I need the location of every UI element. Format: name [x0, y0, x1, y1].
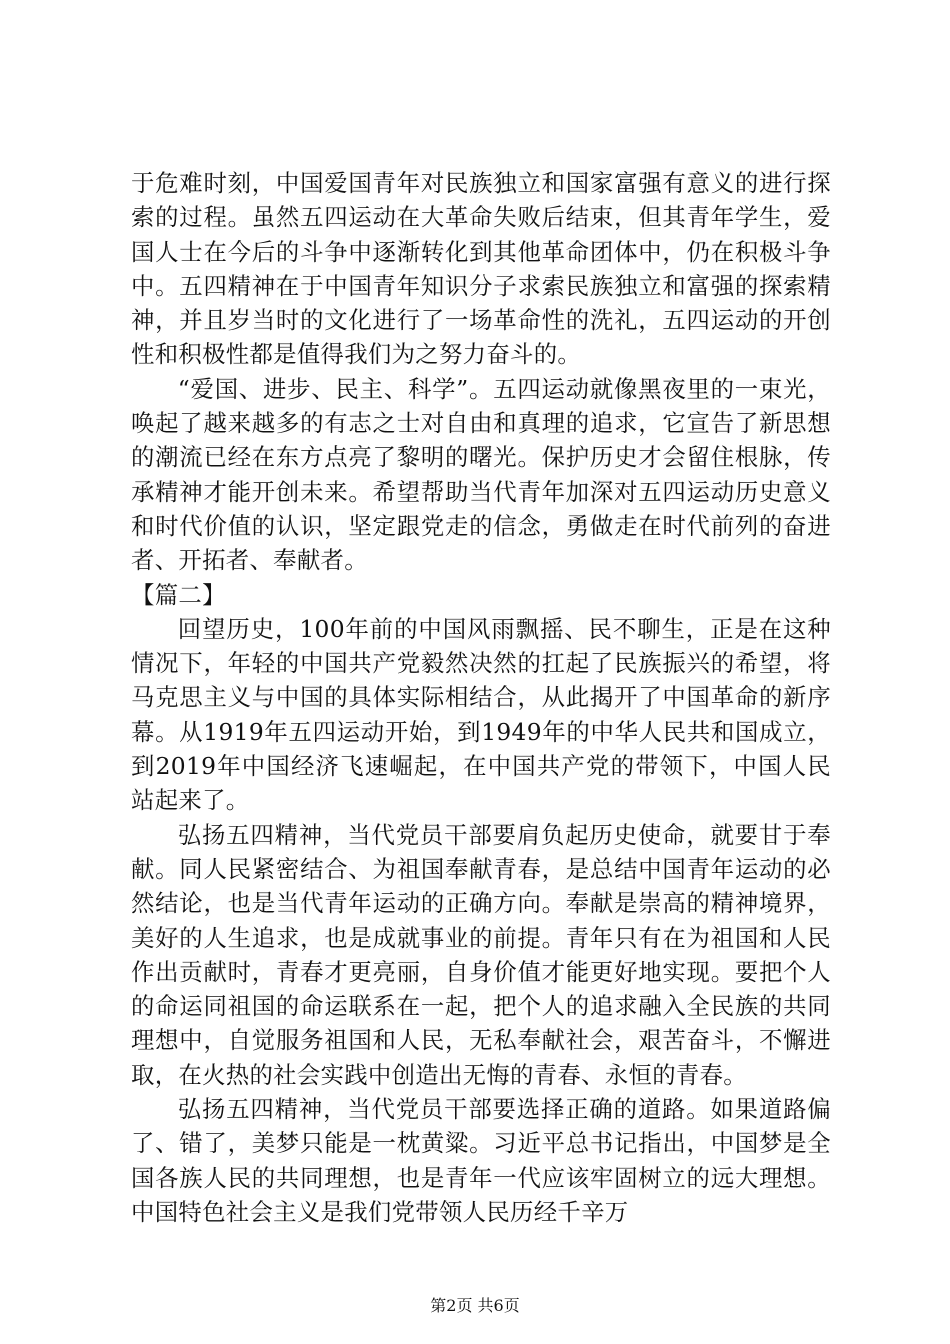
paragraph-patriotism: “爱国、进步、民主、科学”。五四运动就像黑夜里的一束光，唤起了越来越多的有志之士对自由和真理的追求，它宣告了新思想的潮流已经在东方点亮了黎明的曙光。保护历史才会留住根脉，传承精神才能开创未来。希望帮助当代青年加深对五四运动历史意义和时代价值的认识，坚定跟党走的信念，勇做走在时代前列的奋进者、开拓者、奉献者。 [131, 374, 831, 575]
paragraph-continued: 于危难时刻，中国爱国青年对民族独立和国家富强有意义的进行探索的过程。虽然五四运动在大革命失败后结束，但其青年学生，爱国人士在今后的斗争中逐渐转化到其他革命团体中，仍在积极斗争中。五四精神在于中国青年知识分子求索民族独立和富强的探索精神，并且岁当时的文化进行了一场革命性的洗礼，五四运动的开创性和积极性都是值得我们为之努力奋斗的。 [131, 169, 831, 369]
section-heading-part-two: 【篇二】 [131, 580, 226, 609]
paragraph-right-path: 弘扬五四精神，当代党员干部要选择正确的道路。如果道路偏了、错了，美梦只能是一枕黄粱。习近平总书记指出，中国梦是全国各族人民的共同理想，也是青年一代应该牢固树立的远大理想。中国特色社会主义是我们党带领人民历经千辛万 [131, 1095, 831, 1226]
page-number-footer: 第2页 共6页 [430, 1296, 520, 1315]
paragraph-dedication: 弘扬五四精神，当代党员干部要肩负起历史使命，就要甘于奉献。同人民紧密结合、为祖国奉献青春，是总结中国青年运动的必然结论，也是当代青年运动的正确方向。奉献是崇高的精神境界，美好的人生追求，也是成就事业的前提。青年只有在为祖国和人民作出贡献时，青春才更亮丽，自身价值才能更好地实现。要把个人的命运同祖国的命运联系在一起，把个人的追求融入全民族的共同理想中，自觉服务祖国和人民，无私奉献社会，艰苦奋斗，不懈进取，在火热的社会实践中创造出无悔的青春、永恒的青春。 [131, 820, 831, 1089]
paragraph-history: 回望历史，100年前的中国风雨飘摇、民不聊生，正是在这种情况下，年轻的中国共产党毅然决然的扛起了民族振兴的希望，将马克思主义与中国的具体实际相结合，从此揭开了中国革命的新序幕。从1919年五四运动开始，到1949年的中华人民共和国成立，到2019年中国经济飞速崛起，在中国共产党的带领下，中国人民站起来了。 [131, 614, 831, 815]
document-body [131, 166, 831, 1229]
